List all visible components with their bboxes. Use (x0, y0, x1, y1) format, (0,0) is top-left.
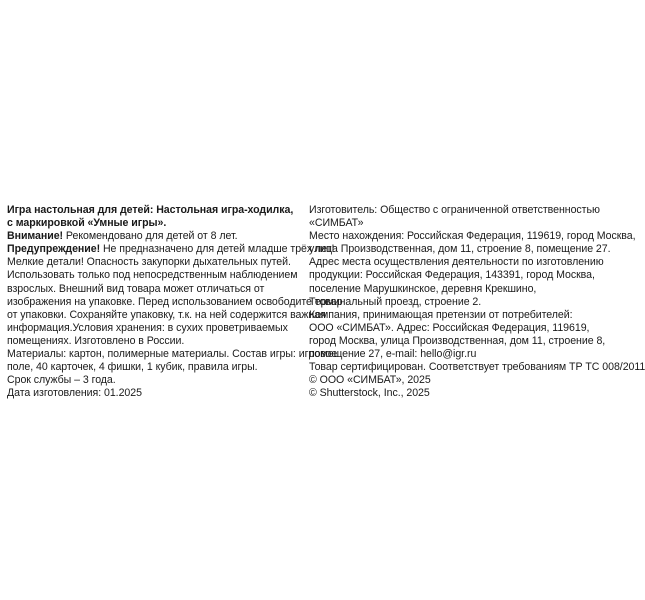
copyright-line: © Shutterstock, Inc., 2025 (309, 387, 430, 400)
attention-label: Внимание! (7, 230, 64, 243)
body-line: взрослых. Внешний вид товара может отличаться от (7, 282, 265, 295)
body-line: изображения на упаковке. Перед использованием освободите товар (7, 295, 343, 308)
body-line: помещениях. Изготовлено в России. (7, 334, 185, 347)
claims-line: помещение 27, e-mail: hello@igr.ru (309, 348, 477, 361)
production-address-line: Адрес места осуществления деятельности по изготовлению (309, 256, 604, 269)
warning-label: Предупреждение! (7, 243, 101, 256)
service-life-line: Срок службы – 3 года. (7, 374, 116, 387)
materials-line: поле, 40 карточек, 4 фишки, 1 кубик, правила игры. (7, 361, 258, 374)
attention-text: Рекомендовано для детей от 8 лет. (63, 230, 238, 243)
production-address-line: Терминальный проезд, строение 2. (309, 295, 482, 308)
warning-text: Не предназначено для детей младше трёх лет! (100, 243, 335, 256)
claims-line: ООО «СИМБАТ». Адрес: Российская Федерация, 119619, (309, 321, 590, 334)
claims-line: город Москва, улица Производственная, дом 11, строение 8, (309, 334, 606, 347)
body-line: информация.Условия хранения: в сухих проветриваемых (7, 321, 288, 334)
manufacturer-line: «СИМБАТ» (309, 217, 364, 230)
claims-line: Компания, принимающая претензии от потребителей: (309, 308, 573, 321)
manufacturer-info-column (309, 204, 645, 400)
body-line: Мелкие детали! Опасность закупорки дыхательных путей. (7, 256, 291, 269)
body-line: от упаковки. Сохраняйте упаковку, т.к. на ней содержится важная (7, 308, 326, 321)
body-line: Использовать только под непосредственным наблюдением (7, 269, 298, 282)
production-address-line: поселение Марушкинское, деревня Крекшино, (309, 282, 537, 295)
warning-note (7, 243, 335, 256)
manufacture-date-line: Дата изготовления: 01.2025 (7, 387, 142, 400)
copyright-line: © ООО «СИМБАТ», 2025 (309, 374, 431, 387)
materials-line: Материалы: картон, полимерные материалы. Состав игры: игровое (7, 348, 338, 361)
manufacturer-line: Изготовитель: Общество с ограниченной ответственностью (309, 204, 600, 216)
product-title-line-1: Игра настольная для детей: Настольная игра-ходилка, (7, 204, 294, 216)
production-address-line: продукции: Российская Федерация, 143391, город Москва, (309, 269, 595, 282)
address-line: улица Производственная, дом 11, строение 8, помещение 27. (309, 243, 611, 256)
product-title-line-2: с маркировкой «Умные игры». (7, 217, 167, 230)
attention-note (7, 230, 297, 243)
certification-line: Товар сертифицирован. Соответствует требованиям ТР ТС 008/2011 (309, 361, 645, 374)
address-line: Место нахождения: Российская Федерация, 119619, город Москва, (309, 230, 636, 243)
